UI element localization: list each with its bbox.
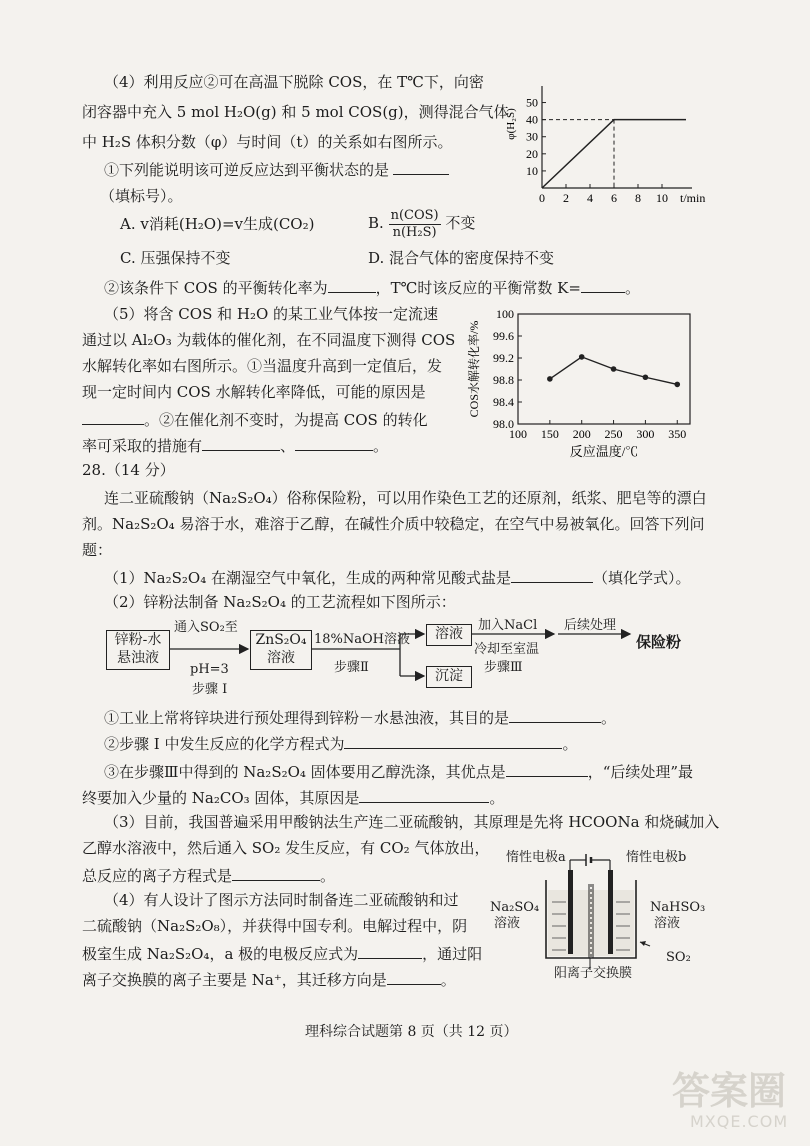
y-tick-label: 98.8 <box>493 373 514 387</box>
process-flow-diagram <box>100 618 700 700</box>
q5-line5 <box>82 408 428 430</box>
data-point <box>674 382 680 388</box>
q4-sub2-end: 。 <box>624 279 640 297</box>
x-tick-label: 4 <box>587 191 593 205</box>
y-axis-label: COS水解转化率/% <box>467 320 481 418</box>
q4-sub2-text-b: ，T℃时该反应的平衡常数 K= <box>375 279 581 297</box>
data-point <box>579 354 585 360</box>
watermark-logo: 答案圈 <box>672 1069 787 1113</box>
q5-line2: 通过以 Al₂O₃ 为载体的催化剂，在不同温度下测得 COS <box>82 331 456 349</box>
q28-part3-text: 总反应的离子方程式是 <box>82 867 233 885</box>
box-label-line2: 悬浊液 <box>117 650 159 666</box>
q28-part2: （2）锌粉法制备 Na₂S₂O₄ 的工艺流程如下图所示： <box>104 593 456 611</box>
arrow3-bottom-label: 冷却至室温 <box>474 642 540 657</box>
answer-blank[interactable] <box>387 968 441 985</box>
q4-intro-line2: 闭容器中充入 5 mol H₂O(g) 和 5 mol COS(g)，测得混合气体 <box>82 103 509 121</box>
q4-option-d: D. 混合气体的密度保持不变 <box>368 249 555 267</box>
q5-line6-end: 。 <box>373 437 389 455</box>
q28-part4-line1: （4）有人设计了图示方法同时制备连二亚硫酸钠和过 <box>104 891 459 909</box>
q28-intro-line1: 连二亚硫酸钠（Na₂S₂O₄）俗称保险粉，可以用作染色工艺的还原剂，纸浆、肥皂等的漂白 <box>104 489 707 507</box>
q5-line4: 现一定时间内 COS 水解转化率降低，可能的原因是 <box>82 383 426 401</box>
q4-option-c: C. 压强保持不变 <box>120 249 231 267</box>
q28-sub3-text-c: 终要加入少量的 Na₂CO₃ 固体，其原因是 <box>82 789 360 807</box>
q28-sub3-end: 。 <box>489 789 505 807</box>
option-b-suffix: 不变 <box>445 214 476 232</box>
q28-part1 <box>104 566 691 588</box>
x-axis-label: 反应温度/℃ <box>569 444 639 459</box>
fraction-numerator: n(COS) <box>390 207 439 223</box>
q5-line3: 水解转化率如右图所示。①当温度升高到一定值后，发 <box>82 357 443 375</box>
answer-blank[interactable] <box>202 434 280 451</box>
q28-part4-end: 。 <box>440 971 456 989</box>
so2-label: SO₂ <box>666 950 691 965</box>
step2-label: 步骤Ⅱ <box>334 660 369 675</box>
answer-blank[interactable] <box>358 942 422 959</box>
y-tick-label: 50 <box>526 95 538 110</box>
fraction-denominator: n(H₂S) <box>392 224 437 240</box>
flow-box-solution: 溶液 <box>426 624 472 646</box>
q4-sub1 <box>104 158 449 180</box>
box-label-line1: ZnS₂O₄ <box>255 632 307 648</box>
arrow4-top-label: 后续处理 <box>564 618 617 633</box>
answer-blank[interactable] <box>344 732 562 749</box>
q4-option-b <box>368 206 475 241</box>
answer-blank[interactable] <box>82 408 144 425</box>
q5-line5-text: 。②在催化剂不变时，为提高 COS 的转化 <box>144 411 428 429</box>
q28-part3-line2: 乙醇水溶液中，然后通入 SO₂ 发生反应，有 CO₂ 气体放出， <box>82 839 490 857</box>
q28-part4-line2: 二硫酸钠（Na₂S₂O₈），并获得中国专利。电解过程中，阴 <box>82 917 468 935</box>
x-tick-label: 300 <box>636 427 655 441</box>
x-tick-label: 350 <box>668 427 687 441</box>
q28-heading: 28.（14 分） <box>82 461 175 479</box>
q5-line6 <box>82 434 388 456</box>
y-tick-label: 98.0 <box>493 417 514 431</box>
answer-blank[interactable] <box>359 786 489 803</box>
q5-line6-sep: 、 <box>280 437 296 455</box>
membrane-label: 阳离子交换膜 <box>554 966 633 981</box>
option-b-fraction <box>389 208 441 241</box>
answer-blank[interactable] <box>393 158 449 175</box>
left-solution-line2: 溶液 <box>494 916 521 931</box>
q28-sub1-text: ①工业上常将锌块进行预处理得到锌粉－水悬浊液，其目的是 <box>104 709 510 727</box>
q5-line1: （5）将含 COS 和 H₂O 的某工业气体按一定流速 <box>104 305 439 323</box>
step1-label: 步骤 I <box>192 682 228 697</box>
step3-label: 步骤Ⅲ <box>484 660 523 675</box>
electrode-a-label: 惰性电极a <box>506 850 566 865</box>
q28-intro-line3: 题： <box>82 541 113 559</box>
q4-sub2-text-a: ②该条件下 COS 的平衡转化率为 <box>104 279 328 297</box>
x-tick-label: 250 <box>604 427 623 441</box>
answer-blank[interactable] <box>232 864 320 881</box>
y-tick-label: 20 <box>526 146 538 161</box>
left-solution-line1: Na₂SO₄ <box>490 900 540 915</box>
product-label: 保险粉 <box>636 633 682 651</box>
arrow2-top-label: 18%NaOH溶液 <box>314 632 411 647</box>
answer-blank[interactable] <box>581 276 625 293</box>
q28-part1-end: （填化学式）。 <box>593 569 691 587</box>
x-tick-label: 200 <box>572 427 591 441</box>
q28-part4-text-b: ，通过阳 <box>422 945 483 963</box>
h2s-fraction-chart <box>500 80 710 210</box>
q28-part4-text-a: 极室生成 Na₂S₂O₄，a 极的电极反应式为 <box>82 945 359 963</box>
q28-part4-line4 <box>82 968 456 990</box>
box-label-line1: 锌粉-水 <box>114 632 162 648</box>
q4-intro-line1: （4）利用反应②可在高温下脱除 COS，在 T℃下，向密 <box>104 73 484 91</box>
q28-sub3-text-b: ，“后续处理”最 <box>587 763 694 781</box>
q5-line6-text: 率可采取的措施有 <box>82 437 203 455</box>
flow-box-precipitate: 沉淀 <box>426 666 472 688</box>
right-solution-line1: NaHSO₃ <box>650 900 706 915</box>
y-tick-label: 99.6 <box>493 329 514 343</box>
q28-sub2-text: ②步骤 I 中发生反应的化学方程式为 <box>104 735 345 753</box>
q4-sub2 <box>104 276 640 298</box>
y-tick-label: 10 <box>526 163 538 178</box>
q4-option-a: A. v消耗(H₂O)=v生成(CO₂) <box>120 215 315 233</box>
q28-part3-line1: （3）目前，我国普遍采用甲酸钠法生产连二亚硫酸钠，其原理是先将 HCOONa 和烧碱加入 <box>104 813 720 831</box>
y-tick-label: 99.2 <box>493 351 514 365</box>
q4-fill-label: （填标号）。 <box>100 187 183 205</box>
q28-part4-text-c: 离子交换膜的离子主要是 Na⁺，其迁移方向是 <box>82 971 387 989</box>
answer-blank[interactable] <box>328 276 376 293</box>
electrode-b-label: 惰性电极b <box>626 850 687 865</box>
plot-frame <box>518 314 690 424</box>
x-tick-label: 6 <box>611 191 617 205</box>
arrow1-top-label: 通入SO₂至 <box>174 620 238 635</box>
data-point <box>643 374 649 380</box>
option-b-label: B. <box>368 214 384 232</box>
q28-sub1-end: 。 <box>601 709 617 727</box>
arrow1-bottom-label: pH=3 <box>190 662 229 677</box>
q28-sub2-end: 。 <box>562 735 578 753</box>
x-axis-label: t/min <box>680 191 706 205</box>
answer-blank[interactable] <box>506 760 588 777</box>
y-tick-label: 40 <box>526 112 538 127</box>
box-label-line2: 溶液 <box>267 650 295 666</box>
q4-intro-line3: 中 H₂S 体积分数（φ）与时间（t）的关系如右图所示。 <box>82 133 453 151</box>
right-solution-line2: 溶液 <box>654 916 681 931</box>
x-tick-label: 0 <box>539 191 545 205</box>
watermark-url: MXQE.COM <box>690 1112 789 1131</box>
q28-sub2 <box>104 732 577 754</box>
y-axis-label: φ(H₂S) <box>505 108 517 140</box>
y-tick-label: 98.4 <box>493 395 514 409</box>
x-tick-label: 100 <box>509 427 527 441</box>
q4-sub1-text: ①下列能说明该可逆反应达到平衡状态的是 <box>104 161 390 179</box>
q28-part4-line3 <box>82 942 482 964</box>
arrow3-top-label: 加入NaCl <box>478 618 538 633</box>
data-point <box>547 376 553 382</box>
q28-sub1 <box>104 706 616 728</box>
y-tick-label: 100 <box>496 307 514 321</box>
answer-blank[interactable] <box>509 706 601 723</box>
data-point <box>611 366 617 372</box>
x-tick-label: 150 <box>540 427 559 441</box>
q28-part3-line3 <box>82 864 335 886</box>
q28-part1-text: （1）Na₂S₂O₄ 在潮湿空气中氧化，生成的两种常见酸式盐是 <box>104 569 511 587</box>
y-tick-label: 30 <box>526 129 538 144</box>
flow-arrows <box>100 618 700 700</box>
x-tick-label: 2 <box>563 191 569 205</box>
cos-conversion-chart <box>466 296 706 462</box>
q28-part3-end: 。 <box>320 867 336 885</box>
q28-sub3 <box>104 760 693 782</box>
answer-blank[interactable] <box>511 566 593 583</box>
x-tick-label: 10 <box>656 191 668 205</box>
x-tick-label: 8 <box>635 191 641 205</box>
page-footer: 理科综合试题第 8 页（共 12 页） <box>305 1024 518 1040</box>
cell-drawing <box>490 846 720 986</box>
q28-sub3-cont <box>82 786 504 808</box>
electrolysis-cell-diagram <box>490 846 720 986</box>
q28-intro-line2: 剂。Na₂S₂O₄ 易溶于水，难溶于乙醇，在碱性介质中较稳定，在空气中易被氧化。回答下列问 <box>82 515 705 533</box>
answer-blank[interactable] <box>295 434 373 451</box>
q28-sub3-text: ③在步骤Ⅲ中得到的 Na₂S₂O₄ 固体要用乙醇洗涤，其优点是 <box>104 763 506 781</box>
